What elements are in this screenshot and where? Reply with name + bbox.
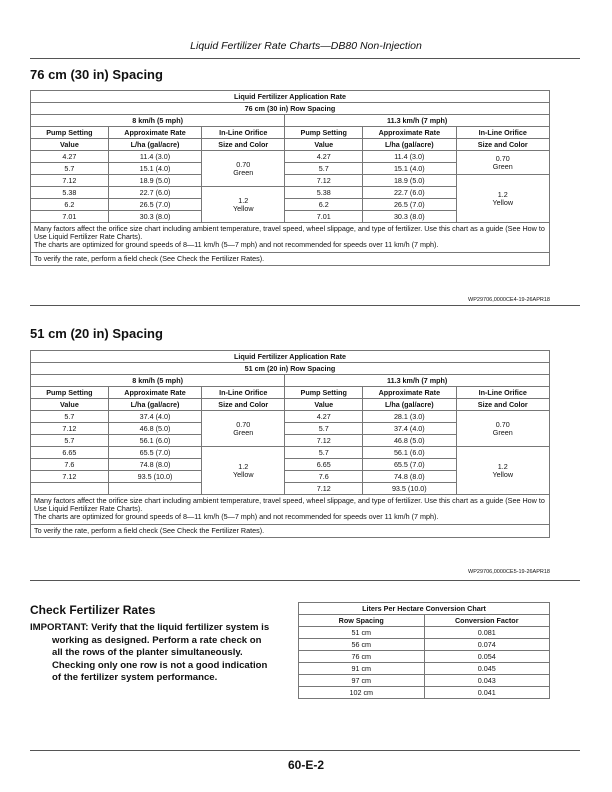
rate-cell: 93.5 (10.0) — [108, 471, 201, 483]
rate-cell: 37.4 (4.0) — [363, 423, 456, 435]
verify-note: To verify the rate, perform a field check (See Check the Fertilizer Rates). — [31, 252, 550, 265]
pump-setting-cell: 4.27 — [285, 411, 363, 423]
table-row — [299, 627, 550, 639]
row-spacing-title: 51 cm (20 in) Row Spacing — [31, 363, 550, 375]
pump-setting-cell: 4.27 — [31, 151, 109, 163]
orifice-cell — [202, 151, 285, 187]
conversion-chart-table — [298, 602, 550, 699]
table-row — [299, 663, 550, 675]
rate-cell: 22.7 (6.0) — [108, 187, 201, 199]
pump-setting-cell: 6.2 — [31, 199, 109, 211]
col-header: Pump Setting — [31, 387, 109, 399]
orifice-size: 0.70 — [495, 153, 510, 163]
rate-table-51cm — [30, 350, 550, 538]
orifice-size: 0.70 — [236, 419, 251, 429]
rate-cell: 56.1 (6.0) — [363, 447, 456, 459]
sub-header: L/ha (gal/acre) — [363, 399, 456, 411]
reference-code: WP29706,0000CE4-19-26APR18 — [468, 297, 550, 303]
rate-cell: 46.8 (5.0) — [363, 435, 456, 447]
pump-setting-cell: 5.7 — [285, 423, 363, 435]
pump-setting-cell: 7.6 — [31, 459, 109, 471]
orifice-cell — [202, 411, 285, 447]
sub-header: Size and Color — [202, 399, 285, 411]
pump-setting-cell: 7.12 — [31, 471, 109, 483]
pump-setting-cell: 4.27 — [285, 151, 363, 163]
document-header-title: Liquid Fertilizer Rate Charts—DB80 Non-Injection — [190, 40, 422, 52]
row-spacing-cell: 76 cm — [299, 651, 425, 663]
orifice-size: 0.70 — [495, 419, 510, 429]
row-spacing-cell: 91 cm — [299, 663, 425, 675]
rate-cell: 18.9 (5.0) — [363, 175, 456, 187]
sub-header: Size and Color — [202, 139, 285, 151]
note-factors: Many factors affect the orifice size chart including ambient temperature, travel speed, wheel slippage, and type of fertilizer. Use this chart as a guide (See How to Use Liquid Fertilizer Rate Charts). — [34, 224, 545, 242]
note-speeds: The charts are optimized for ground speeds of 8—11 km/h (5—7 mph) and not recommended for speeds over 11 km/h (7 mph). — [34, 240, 439, 250]
orifice-color: Green — [492, 161, 513, 171]
speed-right-header: 11.3 km/h (7 mph) — [285, 375, 550, 387]
conversion-factor-cell: 0.043 — [424, 675, 550, 687]
pump-setting-cell: 5.7 — [31, 411, 109, 423]
table-row — [31, 411, 550, 423]
orifice-color: Yellow — [492, 469, 514, 479]
orifice-cell — [202, 447, 285, 495]
col-header: Pump Setting — [285, 387, 363, 399]
orifice-color: Green — [233, 427, 254, 437]
table-row — [299, 651, 550, 663]
col-header: In-Line Orifice — [456, 387, 549, 399]
rate-cell — [108, 483, 201, 495]
conversion-factor-cell: 0.054 — [424, 651, 550, 663]
conversion-title: Liters Per Hectare Conversion Chart — [299, 603, 550, 615]
table-note — [31, 495, 550, 525]
conversion-factor-cell: 0.045 — [424, 663, 550, 675]
sub-header: Value — [31, 139, 109, 151]
pump-setting-cell: 5.7 — [31, 163, 109, 175]
orifice-color: Green — [233, 167, 254, 177]
orifice-cell — [456, 175, 549, 223]
table-row — [31, 175, 550, 187]
speed-left-header: 8 km/h (5 mph) — [31, 115, 285, 127]
pump-setting-cell: 7.01 — [31, 211, 109, 223]
rate-cell: 30.3 (8.0) — [363, 211, 456, 223]
pump-setting-cell: 7.6 — [285, 471, 363, 483]
table-title: Liquid Fertilizer Application Rate — [31, 91, 550, 103]
sub-header: Size and Color — [456, 399, 549, 411]
rate-table-76cm — [30, 90, 550, 266]
check-fertilizer-heading: Check Fertilizer Rates — [30, 603, 156, 617]
rate-cell: 28.1 (3.0) — [363, 411, 456, 423]
row-spacing-cell: 102 cm — [299, 687, 425, 699]
col-header: Approximate Rate — [363, 387, 456, 399]
table-title: Liquid Fertilizer Application Rate — [31, 351, 550, 363]
speed-left-header: 8 km/h (5 mph) — [31, 375, 285, 387]
footer-rule — [30, 750, 580, 751]
col-header: Row Spacing — [299, 615, 425, 627]
row-spacing-title: 76 cm (30 in) Row Spacing — [31, 103, 550, 115]
orifice-size: 1.2 — [238, 195, 249, 205]
pump-setting-cell: 6.2 — [285, 199, 363, 211]
rate-cell: 26.5 (7.0) — [363, 199, 456, 211]
conversion-factor-cell: 0.041 — [424, 687, 550, 699]
rate-cell: 37.4 (4.0) — [108, 411, 201, 423]
orifice-color: Yellow — [492, 197, 514, 207]
pump-setting-cell: 5.7 — [285, 163, 363, 175]
rate-cell: 15.1 (4.0) — [363, 163, 456, 175]
table-row — [31, 447, 550, 459]
col-header: In-Line Orifice — [202, 127, 285, 139]
col-header: Approximate Rate — [108, 387, 201, 399]
rate-cell: 65.5 (7.0) — [363, 459, 456, 471]
orifice-size: 1.2 — [238, 461, 249, 471]
table-row — [299, 687, 550, 699]
sub-header: L/ha (gal/acre) — [363, 139, 456, 151]
reference-code: WP29706,0000CE5-19-26APR18 — [468, 569, 550, 575]
pump-setting-cell: 6.65 — [31, 447, 109, 459]
rate-cell: 26.5 (7.0) — [108, 199, 201, 211]
pump-setting-cell: 6.65 — [285, 459, 363, 471]
header-rule — [30, 58, 580, 59]
row-spacing-cell: 51 cm — [299, 627, 425, 639]
page-number: 60-E-2 — [287, 758, 325, 772]
section-heading-76cm: 76 cm (30 in) Spacing — [30, 67, 163, 82]
section-heading-51cm: 51 cm (20 in) Spacing — [30, 326, 163, 341]
note-factors: Many factors affect the orifice size chart including ambient temperature, travel speed, wheel slippage, and type of fertilizer. Use this chart as a guide (See How to Use Liquid Fertilizer Rate Charts). — [34, 496, 545, 514]
table-row — [299, 675, 550, 687]
orifice-cell — [202, 187, 285, 223]
rate-cell: 18.9 (5.0) — [108, 175, 201, 187]
pump-setting-cell: 7.12 — [285, 435, 363, 447]
rate-cell: 46.8 (5.0) — [108, 423, 201, 435]
col-header: Pump Setting — [285, 127, 363, 139]
table-note — [31, 223, 550, 253]
sub-header: L/ha (gal/acre) — [108, 139, 201, 151]
col-header: Approximate Rate — [363, 127, 456, 139]
row-spacing-cell: 97 cm — [299, 675, 425, 687]
conversion-factor-cell: 0.074 — [424, 639, 550, 651]
col-header: In-Line Orifice — [202, 387, 285, 399]
rate-cell: 11.4 (3.0) — [108, 151, 201, 163]
table-row — [299, 639, 550, 651]
rate-cell: 22.7 (6.0) — [363, 187, 456, 199]
row-spacing-cell: 56 cm — [299, 639, 425, 651]
rate-cell: 15.1 (4.0) — [108, 163, 201, 175]
col-header: Approximate Rate — [108, 127, 201, 139]
col-header: Conversion Factor — [424, 615, 550, 627]
important-line: of the fertilizer system performance. — [52, 672, 218, 684]
important-notice — [30, 622, 285, 685]
sub-header: L/ha (gal/acre) — [108, 399, 201, 411]
rate-cell: 56.1 (6.0) — [108, 435, 201, 447]
important-line: working as designed. Perform a rate check on — [52, 634, 262, 646]
important-line: IMPORTANT: Verify that the liquid fertilizer system is — [30, 622, 270, 633]
table-row — [31, 151, 550, 163]
sub-header: Value — [285, 139, 363, 151]
important-line: Checking only one row is not a good indication — [52, 659, 268, 671]
note-speeds: The charts are optimized for ground speeds of 8—11 km/h (5—7 mph) and not recommended for speeds over 11 km/h (7 mph). — [34, 512, 439, 522]
important-line: all the rows of the planter simultaneously. — [52, 647, 243, 659]
pump-setting-cell: 7.12 — [31, 175, 109, 187]
pump-setting-cell: 7.01 — [285, 211, 363, 223]
rate-cell: 30.3 (8.0) — [108, 211, 201, 223]
orifice-cell — [456, 447, 549, 495]
pump-setting-cell: 5.38 — [31, 187, 109, 199]
orifice-color: Green — [492, 427, 513, 437]
section-rule — [30, 580, 580, 581]
pump-setting-cell: 7.12 — [285, 483, 363, 495]
pump-setting-cell — [31, 483, 109, 495]
orifice-size: 0.70 — [236, 159, 251, 169]
orifice-size: 1.2 — [497, 189, 508, 199]
sub-header: Size and Color — [456, 139, 549, 151]
orifice-size: 1.2 — [497, 461, 508, 471]
orifice-color: Yellow — [233, 469, 254, 479]
col-header: Pump Setting — [31, 127, 109, 139]
rate-cell: 74.8 (8.0) — [108, 459, 201, 471]
sub-header: Value — [31, 399, 109, 411]
verify-note: To verify the rate, perform a field check (See Check the Fertilizer Rates). — [31, 524, 550, 537]
conversion-factor-cell: 0.081 — [424, 627, 550, 639]
rate-cell: 11.4 (3.0) — [363, 151, 456, 163]
pump-setting-cell: 5.7 — [285, 447, 363, 459]
rate-cell: 74.8 (8.0) — [363, 471, 456, 483]
pump-setting-cell: 5.38 — [285, 187, 363, 199]
pump-setting-cell: 7.12 — [31, 423, 109, 435]
sub-header: Value — [285, 399, 363, 411]
section-rule — [30, 305, 580, 306]
rate-cell: 65.5 (7.0) — [108, 447, 201, 459]
orifice-cell — [456, 151, 549, 175]
rate-cell: 93.5 (10.0) — [363, 483, 456, 495]
pump-setting-cell: 5.7 — [31, 435, 109, 447]
orifice-color: Yellow — [233, 203, 254, 213]
speed-right-header: 11.3 km/h (7 mph) — [285, 115, 550, 127]
col-header: In-Line Orifice — [456, 127, 549, 139]
pump-setting-cell: 7.12 — [285, 175, 363, 187]
orifice-cell — [456, 411, 549, 447]
